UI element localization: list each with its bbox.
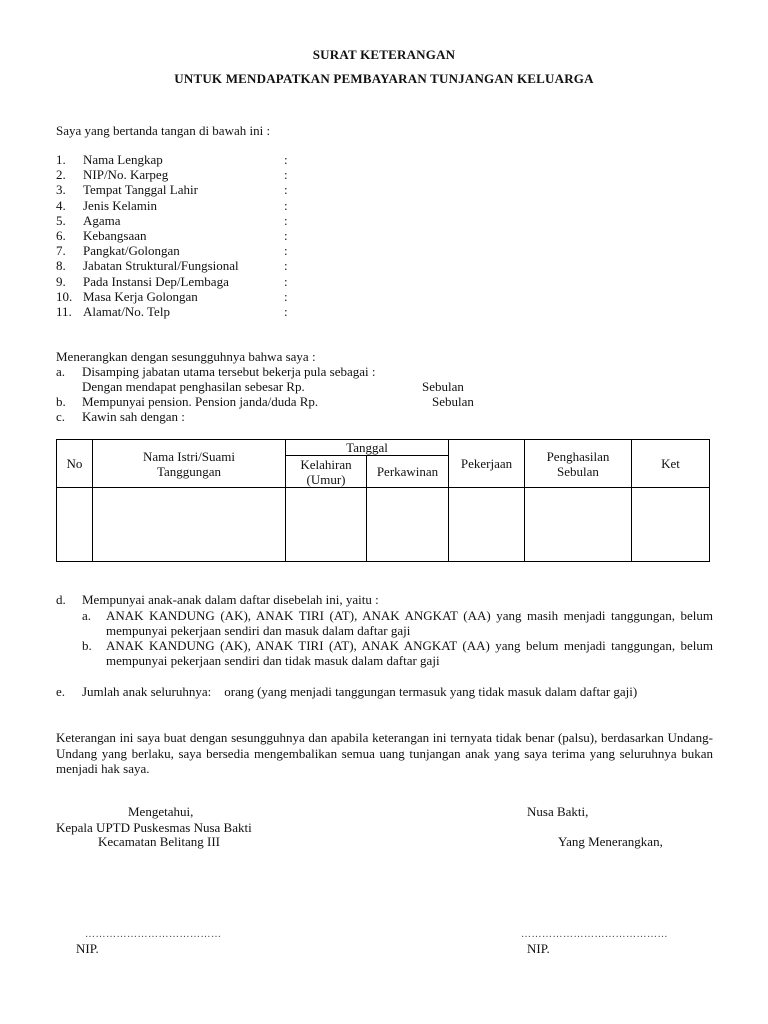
- field-number: 8.: [56, 258, 66, 274]
- signature-left-nip: NIP.: [76, 941, 99, 956]
- field-number: 7.: [56, 243, 66, 259]
- field-number: 1.: [56, 152, 66, 167]
- header-penghasilan: [525, 440, 632, 488]
- document-subtitle: UNTUK MENDAPATKAN PEMBAYARAN TUNJANGAN KELUARGA: [174, 71, 594, 86]
- field-label: Pada Instansi Dep/Lembaga: [83, 273, 229, 289]
- children-d-number: d.: [56, 592, 66, 607]
- table-header-row: [57, 440, 710, 456]
- header-kelahiran-line-2: (Umur): [306, 471, 346, 487]
- children-b-number: b.: [82, 638, 92, 653]
- statement-c-number: c.: [56, 409, 66, 424]
- signature-left-acknowledged: Mengetahui,: [128, 804, 194, 819]
- statement-a-per-month: Sebulan: [422, 379, 464, 394]
- children-e-number: e.: [56, 684, 66, 699]
- children-a-text: ANAK KANDUNG (AK), ANAK TIRI (AT), ANAK ANGKAT (AA) yang masih menjadi tanggungan, belum mempunyai pekerjaan sendiri dan masuk dalam daftar gaji: [106, 608, 713, 638]
- header-no: No: [57, 440, 93, 488]
- field-label: Nama Lengkap: [83, 152, 163, 167]
- header-pekerjaan: Pekerjaan: [449, 440, 525, 488]
- field-number: 9.: [56, 273, 66, 289]
- signature-right-role: Yang Menerangkan,: [558, 834, 663, 849]
- header-nama: [93, 440, 286, 488]
- field-number: 10.: [56, 288, 73, 304]
- signature-right-line[interactable]: ……………………………………: [521, 929, 668, 940]
- table-cell-ket[interactable]: [632, 488, 710, 562]
- children-e-text: Jumlah anak seluruhnya: orang (yang menjadi tanggungan termasuk yang tidak masuk dalam daftar gaji): [82, 684, 638, 699]
- table-cell-nama[interactable]: [93, 488, 286, 562]
- field-label: Kebangsaan: [83, 228, 147, 243]
- field-label: Tempat Tanggal Lahir: [83, 182, 198, 198]
- signature-left-line[interactable]: …………………………………: [85, 929, 222, 940]
- field-separator: :: [284, 152, 288, 167]
- statement-a-number: a.: [56, 364, 66, 379]
- field-number: 6.: [56, 228, 66, 243]
- spouse-table: [56, 439, 710, 562]
- header-kelahiran: [286, 456, 367, 488]
- closing-paragraph: Keterangan ini saya buat dengan sesungguhnya dan apabila keterangan ini ternyata tidak benar (palsu), berdasarkan Undang-Undang yang berlaku, saya bersedia mengembalikan semua uang tunjangan anak yang saya terima yang seluruhnya bukan menjadi hak saya.: [56, 730, 713, 776]
- children-d-text: Mempunyai anak-anak dalam daftar disebelah ini, yaitu :: [82, 592, 379, 607]
- field-label: Alamat/No. Telp: [83, 304, 170, 319]
- table-cell-perkawinan[interactable]: [367, 488, 449, 562]
- field-label: NIP/No. Karpeg: [83, 167, 169, 183]
- field-label: Jenis Kelamin: [83, 197, 158, 213]
- header-penghasilan-line-2: Sebulan: [557, 463, 599, 479]
- table-row: [57, 488, 710, 562]
- signature-right-nip: NIP.: [527, 941, 550, 956]
- header-kelahiran-line-1: Kelahiran: [300, 456, 352, 472]
- field-separator: :: [284, 273, 288, 289]
- statement-a-income: Dengan mendapat penghasilan sebesar Rp.: [82, 379, 305, 394]
- signature-left-position: Kepala UPTD Puskesmas Nusa Bakti: [56, 820, 252, 835]
- field-separator: :: [284, 258, 288, 274]
- field-number: 2.: [56, 167, 66, 183]
- statement-heading: Menerangkan dengan sesungguhnya bahwa saya :: [56, 349, 316, 364]
- table-cell-pekerjaan[interactable]: [449, 488, 525, 562]
- children-b-text: ANAK KANDUNG (AK), ANAK TIRI (AT), ANAK ANGKAT (AA) yang belum menjadi tanggungan, belum mempunyai pekerjaan sendiri dan tidak masuk dalam daftar gaji: [106, 638, 713, 668]
- field-separator: :: [284, 182, 288, 198]
- field-label: Agama: [83, 212, 121, 228]
- field-separator: :: [284, 228, 288, 243]
- field-label: Masa Kerja Golongan: [83, 288, 198, 304]
- field-separator: :: [284, 197, 288, 213]
- signature-left-district: Kecamatan Belitang III: [98, 834, 220, 849]
- statement-b-number: b.: [56, 394, 66, 409]
- field-separator: :: [284, 212, 288, 228]
- field-number: 5.: [56, 212, 66, 228]
- header-nama-line-1: Nama Istri/Suami: [142, 448, 236, 464]
- statement-b-text: Mempunyai pension. Pension janda/duda Rp.: [82, 394, 319, 409]
- table-cell-no[interactable]: [57, 488, 93, 562]
- field-separator: :: [284, 304, 288, 319]
- field-separator: :: [284, 243, 288, 259]
- signature-right-place: Nusa Bakti,: [527, 804, 589, 819]
- header-ket: Ket: [632, 440, 710, 488]
- field-label: Jabatan Struktural/Fungsional: [83, 258, 239, 274]
- field-number: 11.: [56, 304, 72, 319]
- header-penghasilan-line-1: Penghasilan: [546, 448, 610, 464]
- field-label: Pangkat/Golongan: [83, 243, 180, 259]
- statement-b-per-month: Sebulan: [432, 394, 474, 409]
- field-number: 3.: [56, 182, 66, 198]
- header-perkawinan: Perkawinan: [367, 456, 449, 488]
- statement-a-text: Disamping jabatan utama tersebut bekerja pula sebagai :: [82, 364, 376, 379]
- field-separator: :: [284, 167, 288, 183]
- table-cell-penghasilan[interactable]: [525, 488, 632, 562]
- header-tanggal: Tanggal: [286, 440, 449, 456]
- field-number: 4.: [56, 197, 66, 213]
- document-title: SURAT KETERANGAN: [312, 47, 456, 62]
- header-nama-line-2: Tanggungan: [156, 463, 222, 479]
- statement-c-text: Kawin sah dengan :: [82, 409, 185, 424]
- children-a-number: a.: [82, 608, 92, 623]
- intro-text: Saya yang bertanda tangan di bawah ini :: [56, 123, 271, 138]
- table-cell-kelahiran[interactable]: [286, 488, 367, 562]
- field-separator: :: [284, 288, 288, 304]
